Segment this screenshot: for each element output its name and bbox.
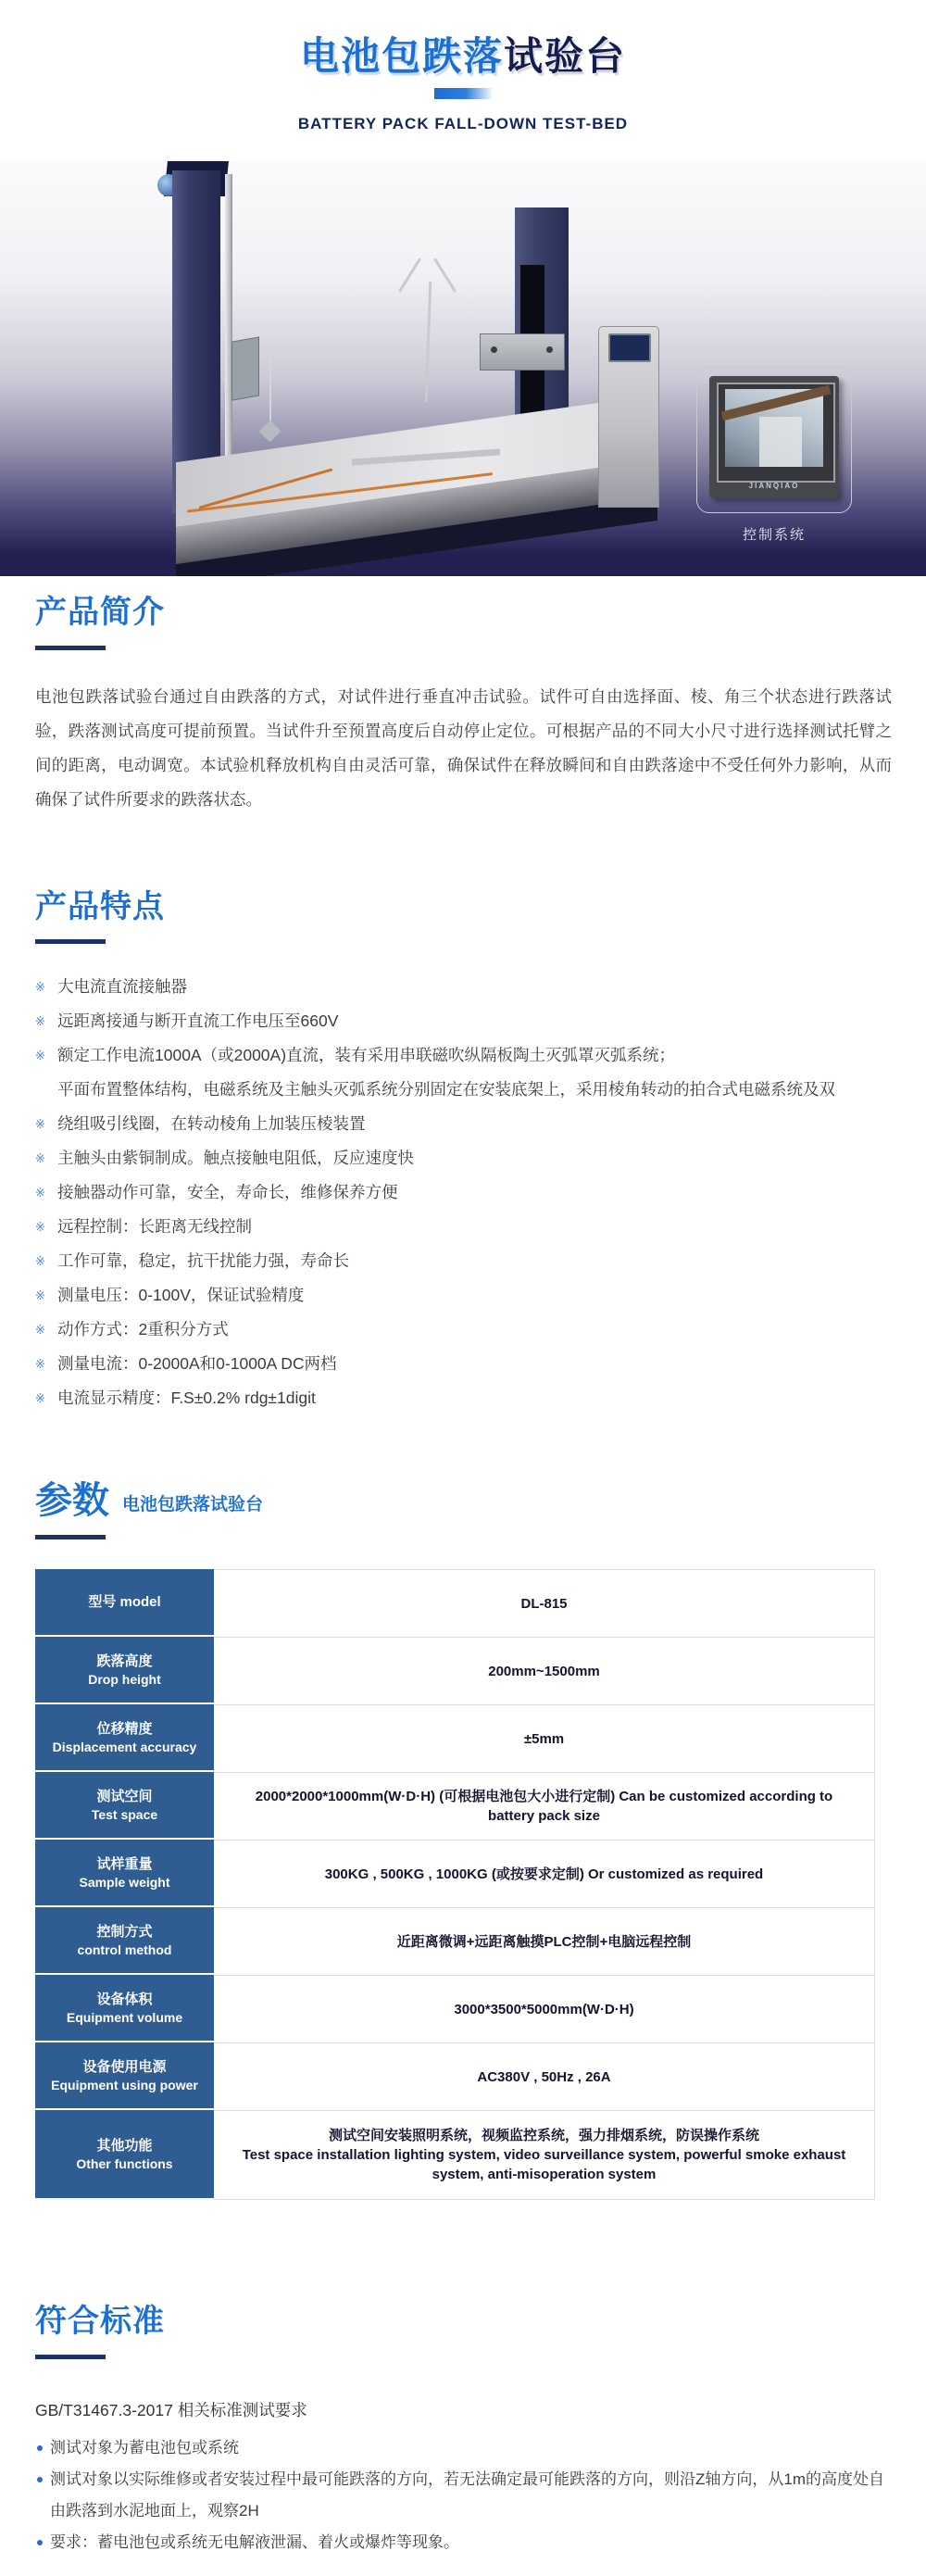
table-row <box>35 1840 875 1907</box>
feature-text: 主触头由紫铜制成。触点接触电阻低，反应速度快 <box>57 1149 414 1168</box>
spec-label <box>35 2042 214 2110</box>
feature-text: 平面布置整体结构，电磁系统及主触头灭弧系统分别固定在安装底架上，采用棱角转动的拍合式电磁系统及双 <box>57 1080 835 1100</box>
wishbone-arm-left <box>398 258 421 292</box>
heading-underline <box>35 939 106 944</box>
feature-text: 测量电流：0-2000A和0-1000A DC两档 <box>57 1354 337 1374</box>
hanger-plate <box>232 336 259 400</box>
spec-value <box>214 2042 875 2110</box>
feature-item <box>35 1141 891 1175</box>
feature-text: 测量电压：0-100V，保证试验精度 <box>57 1286 305 1305</box>
feature-item <box>35 1175 891 1210</box>
feature-item <box>35 1210 891 1244</box>
spec-label <box>35 1637 214 1704</box>
spec-value <box>214 1975 875 2042</box>
spec-label-en: Sample weight <box>79 1874 170 1890</box>
title-underline <box>434 88 492 99</box>
inset-caption: 控制系统 <box>742 527 806 543</box>
hero-machine-photo <box>0 161 926 576</box>
feature-text: 动作方式：2重积分方式 <box>57 1320 229 1339</box>
spec-label-en: Equipment using power <box>51 2077 198 2092</box>
console-screen <box>608 333 651 362</box>
table-row <box>35 1772 875 1840</box>
table-row <box>35 1975 875 2042</box>
hmi-screen-photo-building <box>759 417 802 467</box>
feature-bullet-icon: ※ <box>35 1151 45 1166</box>
feature-item <box>35 1107 891 1141</box>
standards-note: GB/T31467.3-2017 相关标准测试要求 <box>35 2401 307 2420</box>
page-title <box>0 33 926 80</box>
spec-value <box>214 1840 875 1907</box>
spec-value-line: 200mm~1500mm <box>488 1663 600 1679</box>
page-subtitle: BATTERY PACK FALL-DOWN TEST-BED <box>297 115 629 132</box>
spec-label-cn: 控制方式 <box>96 1923 153 1940</box>
heading-underline <box>35 1535 106 1539</box>
feature-item <box>35 1004 891 1038</box>
intro-heading: 产品简介 <box>35 595 165 630</box>
heading-underline <box>35 2355 106 2359</box>
feature-item <box>35 1347 891 1381</box>
page-title-highlight: 电池包跌落 <box>299 34 504 78</box>
standard-item <box>35 2432 896 2464</box>
feature-item <box>35 1278 891 1313</box>
feature-bullet-icon: ※ <box>35 980 45 995</box>
spec-label-cn: 设备使用电源 <box>82 2058 167 2075</box>
spec-label-en: Equipment volume <box>66 2009 183 2025</box>
page-header <box>0 0 926 133</box>
feature-bullet-icon: ※ <box>35 1323 45 1338</box>
bolt-icon <box>491 346 497 353</box>
spec-value <box>214 1637 875 1704</box>
standard-text: 测试对象为蓄电池包或系统 <box>50 2439 239 2457</box>
spec-value <box>214 2110 875 2200</box>
spec-label-cn: 位移精度 <box>96 1720 153 1737</box>
spec-label-en: Drop height <box>88 1671 161 1687</box>
wishbone-arm-right <box>433 258 457 292</box>
feature-bullet-icon: ※ <box>35 1391 45 1406</box>
features-heading: 产品特点 <box>35 888 165 924</box>
spec-value <box>214 1569 875 1637</box>
spec-value-line: 300KG , 500KG , 1000KG (或按要求定制) Or customized as required <box>324 1866 764 1882</box>
hmi-brand: JIANQIAO <box>748 482 800 490</box>
spec-label <box>35 1704 214 1772</box>
spec-label-cn: 其他功能 <box>96 2137 153 2154</box>
feature-text: 额定工作电流1000A（或2000A)直流，装有采用串联磁吹纵隔板陶土灭弧罩灭弧系统； <box>57 1046 676 1065</box>
spec-label-cn: 设备体积 <box>96 1991 153 2007</box>
spec-value-line: 3000*3500*5000mm(W·D·H) <box>454 2001 634 2017</box>
plumb-weight <box>258 420 281 442</box>
feature-text: 远程控制：长距离无线控制 <box>57 1217 252 1237</box>
spec-label <box>35 1569 214 1637</box>
guide-rail <box>225 174 232 500</box>
spec-label <box>35 1975 214 2042</box>
drop-wire <box>269 356 271 425</box>
specs-headrow <box>35 1480 891 1522</box>
table-row <box>35 1637 875 1704</box>
table-row <box>35 2042 875 2110</box>
spec-value <box>214 1907 875 1975</box>
feature-bullet-icon: ※ <box>35 1049 45 1063</box>
spec-label <box>35 1907 214 1975</box>
feature-bullet-icon: ※ <box>35 1288 45 1303</box>
feature-text: 电流显示精度：F.S±0.2% rdg±1digit <box>57 1389 316 1408</box>
feature-text: 工作可靠，稳定，抗干扰能力强，寿命长 <box>57 1251 349 1271</box>
spec-label <box>35 2110 214 2200</box>
feature-bullet-icon: ※ <box>35 1117 45 1132</box>
spec-value <box>214 1704 875 1772</box>
feature-bullet-icon: ※ <box>35 1254 45 1269</box>
spec-label-en: Test space <box>91 1806 158 1822</box>
spec-value-line: ±5mm <box>523 1730 565 1747</box>
spec-label <box>35 1772 214 1840</box>
feature-item <box>35 1313 891 1347</box>
feature-bullet-icon: ※ <box>35 1014 45 1029</box>
standard-text: 要求：蓄电池包或系统无电解液泄漏、着火或爆炸等现象。 <box>50 2533 459 2552</box>
feature-item <box>35 970 891 1004</box>
feature-bullet-icon: ※ <box>35 1220 45 1235</box>
specs-heading: 参数 <box>35 1480 109 1522</box>
table-row <box>35 2110 875 2200</box>
spec-value-line: 测试空间安装照明系统，视频监控系统，强力排烟系统，防误操作系统 <box>328 2128 759 2144</box>
spec-label <box>35 1840 214 1907</box>
table-row <box>35 1704 875 1772</box>
feature-text: 接触器动作可靠，安全，寿命长，维修保养方便 <box>57 1183 398 1202</box>
standard-item <box>35 2464 896 2527</box>
intro-paragraph: 电池包跌落试验台通过自由跌落的方式，对试件进行垂直冲击试验。试件可自由选择面、棱、角三个状态进行跌落试验，跌落测试高度可提前预置。当试件升至预置高度后自动停止定位。可根据产品的不同大小尺寸进行选择测试托臂之间的距离，电动调宽。本试验机释放机构自由灵活可靠，确保试件在释放瞬间和自由跌落途中不受任何外力影响，从而确保了试件所要求的跌落状态。 <box>35 686 892 809</box>
specs-section <box>35 1482 891 2200</box>
spec-value-line: Test space installation lighting system, video surveillance system, powerful smoke exhaust system, anti-misoperation system <box>242 2147 846 2183</box>
feature-item <box>35 1073 891 1107</box>
feature-text: 大电流直流接触器 <box>57 977 187 997</box>
standard-text: 测试对象以实际维修或者安装过程中最可能跌落的方向，若无法确定最可能跌落的方向，则沿Z轴方向，从1m的高度处自由跌落到水泥地面上，观察2H <box>50 2470 884 2520</box>
feature-item <box>35 1381 891 1415</box>
spec-value-line: 2000*2000*1000mm(W·D·H) (可根据电池包大小进行定制) Can be customized according to battery pack size <box>255 1789 833 1825</box>
specs-subheading: 电池包跌落试验台 <box>122 1495 264 1515</box>
spec-table <box>35 1569 875 2200</box>
spec-value-line: AC380V , 50Hz , 26A <box>477 2068 611 2085</box>
spec-label-en: Displacement accuracy <box>52 1739 197 1754</box>
spec-value <box>214 1772 875 1840</box>
feature-list <box>35 970 891 1415</box>
feature-bullet-icon: ※ <box>35 1357 45 1372</box>
spec-value-line: DL-815 <box>520 1595 568 1612</box>
feature-bullet-icon: ※ <box>35 1186 45 1200</box>
feature-item <box>35 1244 891 1278</box>
spec-label-en: Other functions <box>76 2155 173 2171</box>
page-title-rest: 试验台 <box>504 34 627 78</box>
feature-item <box>35 1038 891 1073</box>
heading-underline <box>35 646 106 650</box>
table-row <box>35 1569 875 1637</box>
feature-text: 远距离接通与断开直流工作电压至660V <box>57 1012 339 1031</box>
page-content <box>0 597 926 2558</box>
spec-label-cn: 测试空间 <box>96 1788 153 1804</box>
wishbone-stem <box>425 282 432 402</box>
spec-label-en: control method <box>77 1941 172 1957</box>
standards-list <box>35 2432 891 2558</box>
table-row <box>35 1907 875 1975</box>
standard-item <box>35 2527 896 2558</box>
spec-label-cn: 型号 model <box>88 1593 161 1610</box>
spec-label-cn: 试样重量 <box>96 1855 153 1872</box>
bolt-icon <box>546 346 553 353</box>
standards-heading: 符合标准 <box>35 2304 165 2340</box>
spec-value-line: 近距离微调+远距离触摸PLC控制+电脑远程控制 <box>396 1933 692 1950</box>
spec-label-cn: 跌落高度 <box>96 1652 153 1669</box>
feature-text: 绕组吸引线圈，在转动棱角上加装压棱装置 <box>57 1114 366 1134</box>
